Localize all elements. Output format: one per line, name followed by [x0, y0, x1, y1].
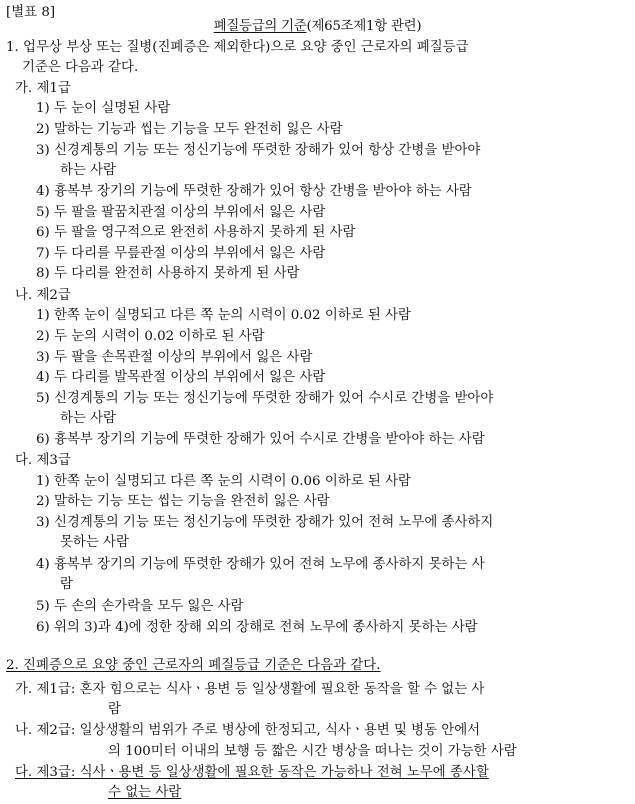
list-item: 6) 위의 3)과 4)에 정한 장해 외의 장해로 전혀 노무에 종사하지 못하는 사람 [36, 620, 478, 635]
list-item: 6) 두 팔을 영구적으로 완전히 사용하지 못하게 된 사람 [36, 225, 356, 240]
list-item: 1) 한쪽 눈이 실명되고 다른 쪽 눈의 시력이 0.06 이하로 된 사람 [36, 474, 411, 489]
list-item: 가. 제1급: 혼자 힘으로는 식사ㆍ용변 등 일상생활에 필요한 동작을 할 수 없는 사 [15, 682, 485, 697]
list-item: 8) 두 다리를 완전히 사용하지 못하게 된 사람 [36, 266, 300, 281]
list-item: 2) 말하는 기능 또는 씹는 기능을 완전히 잃은 사람 [36, 494, 330, 509]
grade3-heading: 다. 제3급 [15, 453, 71, 468]
appendix-label: [별표 8] [6, 5, 56, 20]
section1-intro: 1. 업무상 부상 또는 질병(진폐증은 제외한다)으로 요양 중인 근로자의 폐질등급 [6, 40, 469, 55]
list-item: 2) 두 눈의 시력이 0.02 이하로 된 사람 [36, 329, 265, 344]
list-item: 5) 신경계통의 기능 또는 정신기능에 뚜렷한 장해가 있어 수시로 간병을 받아야 [36, 391, 494, 406]
grade1-heading: 가. 제1급 [15, 81, 71, 96]
list-item-cont: 의 100미터 이내의 보행 등 짧은 시간 병상을 떠나는 것이 가능한 사람 [108, 744, 517, 759]
list-item-cont: 람 [60, 577, 73, 592]
list-item: 1) 두 눈이 실명된 사람 [36, 101, 171, 116]
list-item: 2) 말하는 기능과 씹는 기능을 모두 완전히 잃은 사람 [36, 122, 343, 137]
list-item: 7) 두 다리를 무릎관절 이상의 부위에서 잃은 사람 [36, 246, 326, 261]
list-item-cont: 못하는 사람 [60, 535, 129, 550]
list-item: 4) 흉복부 장기의 기능에 뚜렷한 장해가 있어 전혀 노무에 종사하지 못하는 사 [36, 557, 485, 572]
list-item: 4) 흉복부 장기의 기능에 뚜렷한 장해가 있어 항상 간병을 받아야 하는 사람 [36, 184, 472, 199]
title-ref: (제65조제1항 관련) [306, 19, 422, 34]
list-item: 5) 두 팔을 팔꿈치관절 이상의 부위에서 잃은 사람 [36, 205, 326, 220]
list-item-cont: 수 없는 사람 [108, 785, 182, 800]
list-item-cont: 하는 사람 [60, 411, 116, 426]
list-item: 3) 두 팔을 손목관절 이상의 부위에서 잃은 사람 [36, 350, 313, 365]
list-item-cont: 람 [108, 702, 121, 717]
list-item: 3) 신경계통의 기능 또는 정신기능에 뚜렷한 장해가 있어 전혀 노무에 종사하지 [36, 515, 494, 530]
grade2-heading: 나. 제2급 [15, 288, 71, 303]
list-item: 5) 두 손의 손가락을 모두 잃은 사람 [36, 599, 244, 614]
title-main: 폐질등급의 기준 [213, 19, 307, 34]
section1-intro-cont: 기준은 다음과 같다. [22, 60, 139, 75]
list-item: 6) 흉복부 장기의 기능에 뚜렷한 장해가 있어 수시로 간병을 받아야 하는 사람 [36, 432, 485, 447]
list-item: 4) 두 다리를 발목관절 이상의 부위에서 잃은 사람 [36, 370, 326, 385]
section2-intro: 2. 진폐증으로 요양 중인 근로자의 폐질등급 기준은 다음과 같다. [6, 658, 381, 673]
list-item: 나. 제2급: 일상생활의 범위가 주로 병상에 한정되고, 식사ㆍ용변 및 병동 안에서 [15, 723, 481, 738]
list-item: 3) 신경계통의 기능 또는 정신기능에 뚜렷한 장해가 있어 항상 간병을 받아야 [36, 143, 481, 158]
list-item-cont: 하는 사람 [60, 163, 116, 178]
list-item: 다. 제3급: 식사ㆍ용변 등 일상생활에 필요한 동작은 가능하나 전혀 노무에 종사할 [15, 765, 489, 780]
page-title [0, 17, 635, 37]
list-item: 1) 한쪽 눈이 실명되고 다른 쪽 눈의 시력이 0.02 이하로 된 사람 [36, 308, 411, 323]
